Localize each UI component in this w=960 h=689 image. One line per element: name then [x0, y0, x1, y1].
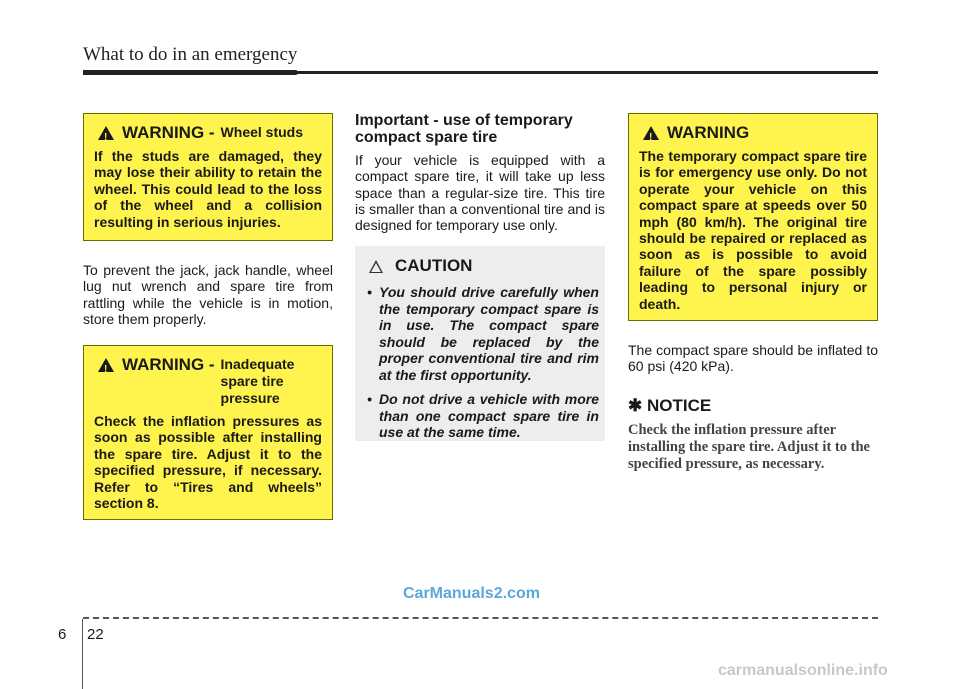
- section-number: 6: [58, 626, 67, 643]
- watermark-site: carmanualsonline.info: [718, 662, 888, 679]
- warning-box-wheel-studs: [83, 113, 333, 241]
- warning-triangle-icon: [643, 126, 659, 140]
- warning-body: Check the inflation pressures as soon as possible after installing the spare tire. Adjust it to the specified pressure, if necessary. Refer to “Tires and wheels” section 8.: [94, 413, 322, 512]
- header-rule: [83, 71, 878, 74]
- caution-item: • Do not drive a vehicle with more than one compact spare tire in use at the same time.: [367, 391, 599, 440]
- warning-body: The temporary compact spare tire is for emergency use only. Do not operate your vehicle on this compact spare at speeds over 50 mph (80 km/h). The original tire should be repaired or replaced as soon as is possible to avoid failure of the spare possibly leading to personal injury or death.: [639, 148, 867, 312]
- warning-box-compact-spare: [628, 113, 878, 321]
- warning-subject: Wheel studs: [220, 124, 304, 140]
- warning-triangle-icon: [98, 126, 114, 140]
- warning-label: WARNING -: [122, 123, 215, 142]
- section-title-compact-spare: Important - use of temporary compact spare tire: [355, 112, 573, 146]
- footer-rule: [83, 617, 878, 619]
- footer-divider: [82, 619, 83, 689]
- warning-box-inadequate-pressure: [83, 345, 333, 520]
- warning-label: WARNING -: [122, 355, 215, 374]
- inflation-paragraph: The compact spare should be inflated to 60 psi (420 kPa).: [628, 342, 878, 375]
- warning-subject: Inadequate spare tire pressure: [220, 356, 295, 406]
- watermark-link[interactable]: CarManuals2.com: [403, 585, 540, 602]
- notice-title: ✱ NOTICE: [628, 396, 712, 415]
- page-number: 22: [87, 626, 104, 643]
- warning-label: WARNING: [667, 123, 750, 142]
- caution-title: CAUTION: [395, 256, 473, 275]
- warning-triangle-icon: [98, 358, 114, 372]
- compact-spare-paragraph: If your vehicle is equipped with a compact spare tire, it will take up less space than a regular-size tire. This tire is smaller than a conventional tire and is designed for temporary use only.: [355, 152, 605, 234]
- header-rule-accent: [83, 70, 298, 75]
- caution-box: [355, 246, 605, 441]
- warning-body: If the studs are damaged, they may lose their ability to retain the wheel. This could lead to the loss of the wheel and a collision resulting in serious injuries.: [94, 148, 322, 230]
- notice-body: Check the inflation pressure after installing the spare tire. Adjust it to the specified pressure, as necessary.: [628, 422, 870, 472]
- caution-item: • You should drive carefully when the temporary compact spare is in use. The compact spare should be replaced by the proper conventional tire and rim at the first opportunity.: [367, 284, 599, 383]
- caution-triangle-icon: [369, 260, 383, 273]
- page-header-title: What to do in an emergency: [83, 44, 298, 65]
- storage-paragraph: To prevent the jack, jack handle, wheel lug nut wrench and spare tire from rattling while the vehicle is in motion, store them properly.: [83, 262, 333, 327]
